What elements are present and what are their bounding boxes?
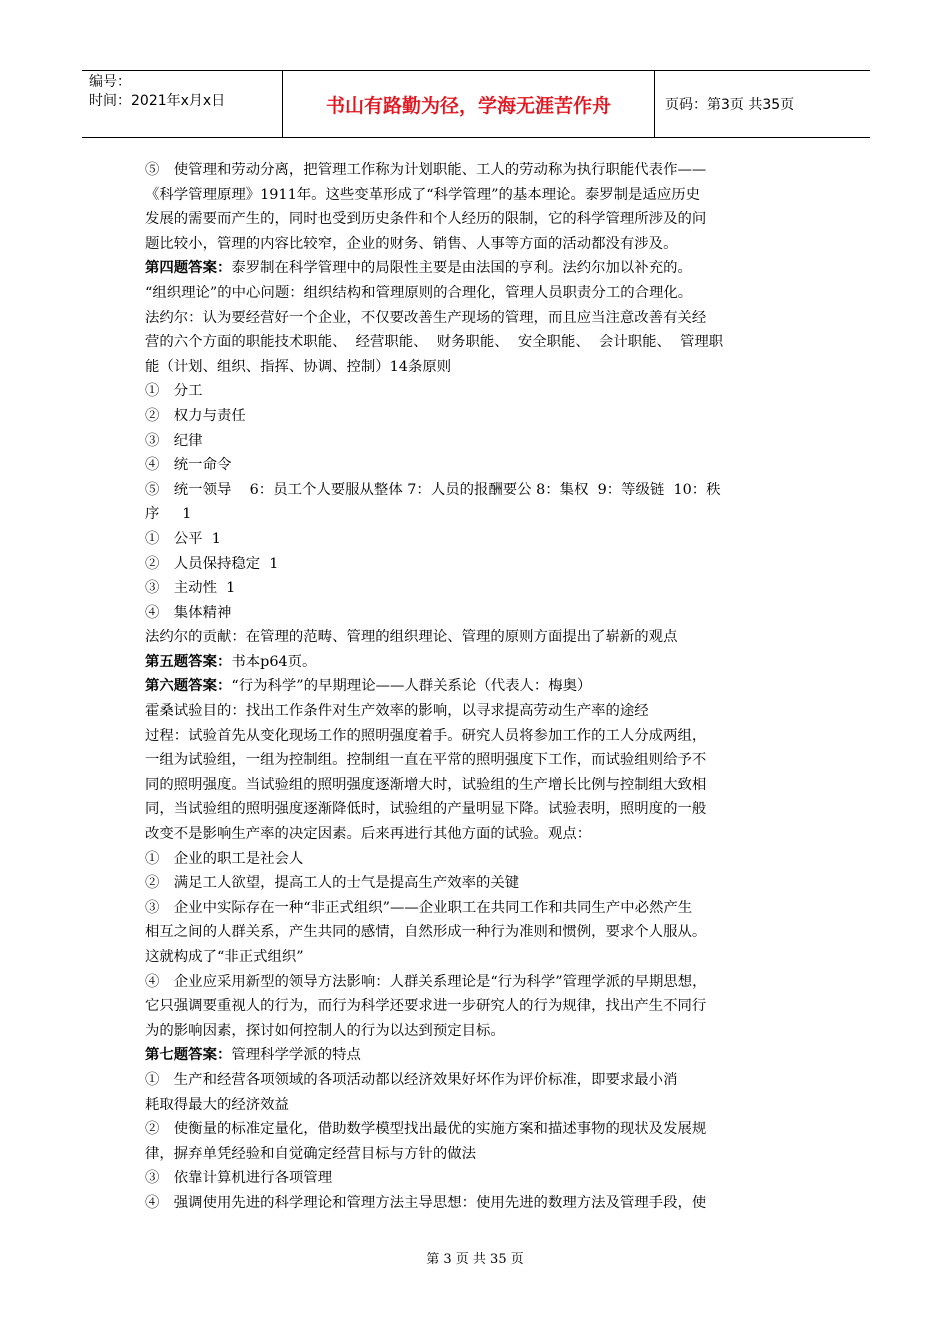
line-text: 相互之间的人群关系，产生共同的感情，自然形成一种行为准则和惯例，要求个人服从。 xyxy=(145,924,707,941)
line-text: 它只强调要重视人的行为，而行为科学还要求进一步研究人的行为规律，找出产生不同行 xyxy=(145,998,707,1015)
line-text: ④ 企业应采用新型的领导方法影响：人群关系理论是“行为科学”管理学派的早期思想， xyxy=(145,973,707,990)
text-line xyxy=(145,527,820,552)
line-text: ③ 企业中实际存在一种“非正式组织”——企业职工在共同工作和共同生产中必然产生 xyxy=(145,899,693,916)
line-text: 同，当试验组的照明强度逐渐降低时，试验组的产量明显下降。试验表明，照明度的一般 xyxy=(145,801,707,818)
line-text: 营的六个方面的职能技术职能、 经营职能、 财务职能、 安全职能、 会计职能、 管理职 xyxy=(145,334,724,351)
text-line xyxy=(145,256,820,281)
line-text: 发展的需要而产生的，同时也受到历史条件和个人经历的限制，它的科学管理所涉及的问 xyxy=(145,211,707,228)
text-line xyxy=(145,797,820,822)
line-text: 这就构成了“非正式组织” xyxy=(145,949,304,965)
page-header xyxy=(82,70,870,138)
text-line xyxy=(145,1166,820,1191)
text-line xyxy=(145,773,820,798)
answer-heading: 第六题答案： xyxy=(145,677,232,695)
line-text: 书本p64页。 xyxy=(231,653,317,670)
text-line xyxy=(145,1117,820,1142)
text-line xyxy=(145,945,820,970)
page-footer: 第 3 页 共 35 页 xyxy=(426,1252,524,1267)
line-text: 改变不是影响生产率的决定因素。后来再进行其他方面的试验。观点： xyxy=(145,826,592,843)
text-line xyxy=(145,232,820,257)
line-text: 泰罗制在科学管理中的局限性主要是由法国的亨利。法约尔加以补充的。 xyxy=(231,260,692,277)
line-text: 法约尔的贡献：在管理的范畴、管理的组织理论、管理的原则方面提出了崭新的观点 xyxy=(145,629,678,646)
line-text: ⑤ 统一领导 6：员工个人要服从整体 7：人员的报酬要公 8：集权 9：等级链 10：秩 xyxy=(145,481,721,498)
line-text: 能（计划、组织、指挥、协调、控制）14条原则 xyxy=(145,358,452,375)
line-text: ⑤ 使管理和劳动分离，把管理工作称为计划职能、工人的劳动称为执行职能代表作—— xyxy=(145,162,707,178)
line-text: ④ 强调使用先进的科学理论和管理方法主导思想：使用先进的数理方法及管理手段，使 xyxy=(145,1194,707,1211)
line-text: ① 企业的职工是社会人 xyxy=(145,850,304,867)
text-line xyxy=(145,281,820,306)
text-line xyxy=(145,1068,820,1093)
line-text: 耗取得最大的经济效益 xyxy=(145,1096,289,1113)
text-line xyxy=(145,970,820,995)
text-line xyxy=(145,453,820,478)
line-text: ② 满足工人欲望，提高工人的士气是提高生产效率的关键 xyxy=(145,875,520,892)
header-motto: 书山有路勤为径，学海无涯苦作舟 xyxy=(283,71,655,137)
text-line xyxy=(145,478,820,503)
text-line xyxy=(145,674,820,699)
text-line xyxy=(145,429,820,454)
line-text: ④ 统一命令 xyxy=(145,457,232,474)
line-text: ③ 依靠计算机进行各项管理 xyxy=(145,1170,333,1187)
text-line xyxy=(145,601,820,626)
text-line xyxy=(145,1191,820,1216)
line-text: 一组为试验组，一组为控制组。控制组一直在平常的照明强度下工作，而试验组则给予不 xyxy=(145,752,707,769)
header-meta xyxy=(82,71,283,137)
line-text: ② 权力与责任 xyxy=(145,407,246,424)
text-line xyxy=(145,847,820,872)
text-line xyxy=(145,994,820,1019)
line-text: 序 1 xyxy=(145,506,192,523)
text-line xyxy=(145,552,820,577)
line-text: ③ 主动性 1 xyxy=(145,580,236,597)
text-line xyxy=(145,822,820,847)
line-text: 同的照明强度。当试验组的照明强度逐渐增大时，试验组的生产增长比例与控制组大致相 xyxy=(145,776,707,793)
number-label: 编号： xyxy=(89,74,131,90)
text-line xyxy=(145,576,820,601)
answer-heading: 第四题答案： xyxy=(145,259,232,277)
line-text: 题比较小，管理的内容比较窄，企业的财务、销售、人事等方面的活动都没有涉及。 xyxy=(145,235,678,252)
line-text: 《科学管理原理》1911年。这些变革形成了“科学管理”的基本理论。泰罗制是适应历史 xyxy=(145,186,701,203)
text-line xyxy=(145,625,820,650)
text-line xyxy=(145,330,820,355)
text-line xyxy=(145,896,820,921)
line-text: 过程：试验首先从变化现场工作的照明强度着手。研究人员将参加工作的工人分成两组， xyxy=(145,727,707,744)
text-line xyxy=(145,871,820,896)
line-text: ① 生产和经营各项领域的各项活动都以经济效果好坏作为评价标准，即要求最小消 xyxy=(145,1071,678,1088)
text-line xyxy=(145,379,820,404)
text-line xyxy=(145,158,820,183)
line-text: ① 分工 xyxy=(145,383,203,400)
text-line xyxy=(145,306,820,331)
text-line xyxy=(145,1019,820,1044)
line-text: ③ 纪律 xyxy=(145,432,203,449)
text-line xyxy=(145,1093,820,1118)
line-text: ④ 集体精神 xyxy=(145,604,232,621)
document-body xyxy=(145,158,820,1216)
text-line xyxy=(145,404,820,429)
text-line xyxy=(145,355,820,380)
line-text: 律，摒弃单凭经验和自觉确定经营目标与方针的做法 xyxy=(145,1145,476,1162)
line-text: 管理科学学派的特点 xyxy=(231,1047,361,1064)
line-text: 法约尔：认为要经营好一个企业，不仅要改善生产现场的管理，而且应当注意改善有关经 xyxy=(145,309,707,326)
answer-heading: 第七题答案： xyxy=(145,1046,232,1064)
text-line xyxy=(145,920,820,945)
text-line xyxy=(145,748,820,773)
text-line xyxy=(145,699,820,724)
text-line xyxy=(145,183,820,208)
line-text: “行为科学”的早期理论——人群关系论（代表人：梅奥） xyxy=(231,678,592,695)
header-page-info: 页码：第3页 共35页 xyxy=(665,97,795,113)
answer-heading: 第五题答案： xyxy=(145,652,232,670)
line-text: ② 人员保持稳定 1 xyxy=(145,555,279,572)
line-text: 霍桑试验目的：找出工作条件对生产效率的影响，以寻求提高劳动生产率的途经 xyxy=(145,703,649,720)
line-text: ① 公平 1 xyxy=(145,530,221,547)
text-line xyxy=(145,724,820,749)
text-line xyxy=(145,650,820,675)
time-label: 时间：2021年x月x日 xyxy=(89,93,226,109)
text-line xyxy=(145,1142,820,1167)
line-text: “组织理论”的中心问题：组织结构和管理原则的合理化，管理人员职责分工的合理化。 xyxy=(145,284,693,301)
line-text: 为的影响因素，探讨如何控制人的行为以达到预定目标。 xyxy=(145,1022,505,1039)
text-line xyxy=(145,207,820,232)
line-text: ② 使衡量的标准定量化，借助数学模型找出最优的实施方案和描述事物的现状及发展规 xyxy=(145,1121,707,1138)
text-line xyxy=(145,502,820,527)
text-line xyxy=(145,1043,820,1068)
